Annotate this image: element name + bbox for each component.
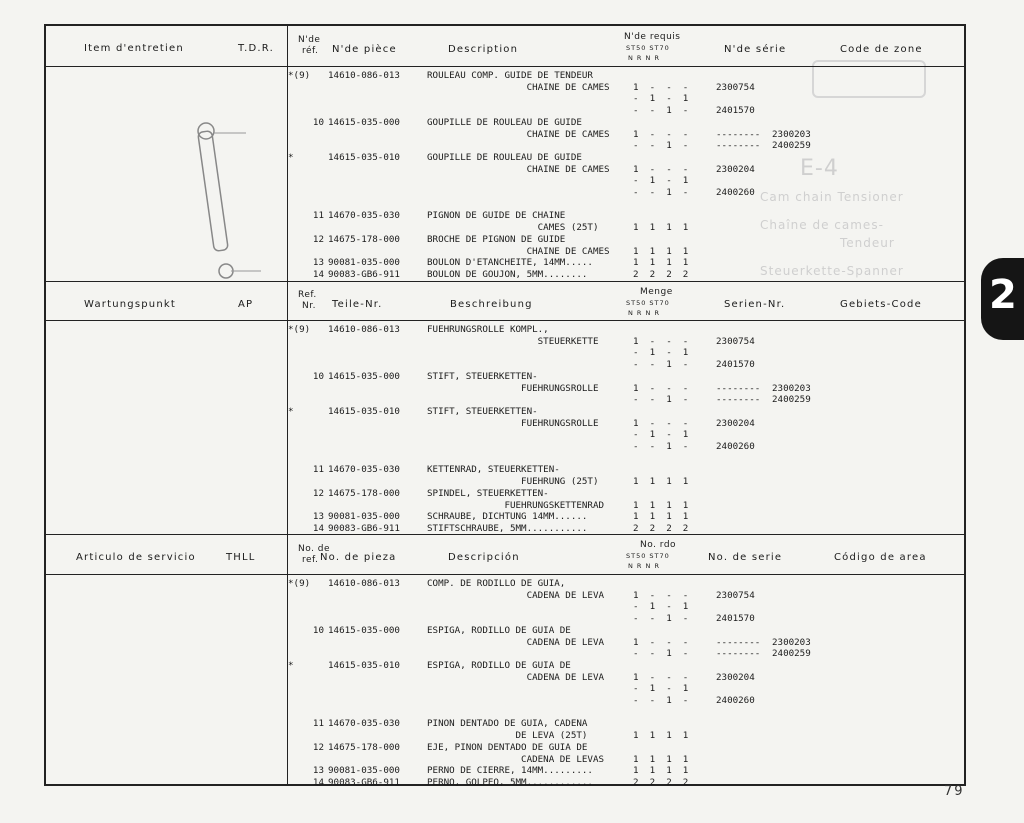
table-row <box>288 210 964 221</box>
quantity: - - 1 - <box>633 613 689 625</box>
chapter-number: 2 <box>989 272 1017 318</box>
zone-header: Code de zone <box>840 44 923 55</box>
serial-header: Serien-Nr. <box>724 299 786 310</box>
table-row <box>288 648 964 659</box>
quantity: 1 1 1 1 <box>633 476 689 488</box>
quantity: 2 2 2 2 <box>633 776 689 788</box>
ref-header: N'de <box>298 35 321 45</box>
description: FUEHRUNG (25T) <box>427 476 599 488</box>
table-row <box>288 601 964 612</box>
quantity: - - 1 - <box>633 695 689 706</box>
header-rule <box>46 574 964 575</box>
quantity: 1 1 1 1 <box>633 257 689 269</box>
table-row <box>288 660 964 671</box>
serial-number: -------- <box>716 382 761 394</box>
serial-number: 2300754 <box>716 589 755 601</box>
section-header <box>46 281 964 321</box>
ref-number: 10 <box>312 624 324 636</box>
table-row <box>288 383 964 394</box>
section-header <box>46 534 964 574</box>
quantity: - 1 - 1 <box>633 93 689 105</box>
section-header <box>46 26 964 66</box>
table-row <box>288 683 964 694</box>
part-header: Teile-Nr. <box>332 299 383 310</box>
serial-number-end: 2300203 <box>772 128 811 140</box>
description: ROULEAU COMP. GUIDE DE TENDEUR <box>427 70 593 81</box>
description: FUEHRUNGSROLLE <box>427 382 599 394</box>
description: FUEHRUNGSKETTENRAD <box>427 499 605 511</box>
part-number: 90081-035-000 <box>328 257 400 269</box>
table-row <box>288 152 964 163</box>
nr-header: N R N R <box>628 562 660 570</box>
quantity: - 1 - 1 <box>633 683 689 695</box>
description: DE LEVA (25T) <box>427 730 588 742</box>
part-number: 90081-035-000 <box>328 765 400 777</box>
quantity: - 1 - 1 <box>633 347 689 359</box>
quantity: 1 - - - <box>633 382 689 394</box>
part-number: 14675-178-000 <box>328 741 400 753</box>
ghost-section: E-4 <box>800 156 839 181</box>
table-row <box>288 476 964 487</box>
quantity: 1 - - - <box>633 163 689 175</box>
description: KETTENRAD, STEUERKETTEN- <box>427 464 560 476</box>
description: CHAINE DE CAMES <box>427 81 610 93</box>
part-number: 14615-035-000 <box>328 370 400 382</box>
serial-number: 2401570 <box>716 105 755 117</box>
table-row <box>288 453 964 464</box>
serial-number: -------- <box>716 140 761 152</box>
table-row <box>288 441 964 452</box>
table-row <box>288 336 964 347</box>
description: CADENA DE LEVAS <box>427 753 605 765</box>
table-row <box>288 222 964 233</box>
serial-number: -------- <box>716 648 761 660</box>
table-row <box>288 429 964 440</box>
qty-header: N'de requis <box>624 32 681 42</box>
description: ESPIGA, RODILLO DE GUIA DE <box>427 624 571 636</box>
description: CAMES (25T) <box>427 222 599 234</box>
item-header: Wartungspunkt <box>84 299 176 310</box>
ref-number: 11 <box>312 210 324 222</box>
table-row <box>288 187 964 198</box>
serial-number: 2300754 <box>716 335 755 347</box>
model-header: ST50 ST70 <box>626 299 670 307</box>
serial-number-end: 2400259 <box>772 140 811 152</box>
item-header: Item d'entretien <box>84 43 184 54</box>
serial-number: 2300204 <box>716 671 755 683</box>
quantity: - - 1 - <box>633 394 689 406</box>
ghost-line: Cam chain Tensioner <box>760 190 904 204</box>
ref-number: 14 <box>312 268 324 280</box>
table-row <box>288 371 964 382</box>
serial-number: 2401570 <box>716 359 755 371</box>
table-row <box>288 418 964 429</box>
quantity: 1 - - - <box>633 128 689 140</box>
tdr-header: AP <box>238 299 254 310</box>
description: SCHRAUBE, DICHTUNG 14MM...... <box>427 511 588 523</box>
part-number: 14610-086-013 <box>328 324 400 335</box>
model-header: ST50 ST70 <box>626 44 670 52</box>
ref-number: 13 <box>312 257 324 269</box>
part-header: No. de pieza <box>320 552 397 563</box>
ref-number: 10 <box>312 116 324 128</box>
ref-number: * <box>288 659 294 671</box>
table-row <box>288 347 964 358</box>
serial-header: N'de série <box>724 44 787 55</box>
serial-number: -------- <box>716 128 761 140</box>
desc-header: Beschreibung <box>450 299 533 310</box>
quantity: 1 - - - <box>633 671 689 683</box>
description: COMP. DE RODILLO DE GUIA, <box>427 578 566 589</box>
quantity: - - 1 - <box>633 187 689 198</box>
part-number: 90083-GB6-911 <box>328 776 400 788</box>
quantity: 1 1 1 1 <box>633 753 689 765</box>
part-number: 14610-086-013 <box>328 70 400 81</box>
ref-number: 13 <box>312 765 324 777</box>
quantity: 1 1 1 1 <box>633 730 689 742</box>
table-row <box>288 625 964 636</box>
zone-header: Gebiets-Code <box>840 299 922 310</box>
part-number: 14610-086-013 <box>328 578 400 589</box>
quantity: 1 1 1 1 <box>633 511 689 523</box>
description: FUEHRUNGSROLLE <box>427 417 599 429</box>
ref-number: * <box>288 405 294 417</box>
description: PERNO, GOLPEO, 5MM............ <box>427 776 593 788</box>
part-number: 14615-035-010 <box>328 405 400 417</box>
description: CHAINE DE CAMES <box>427 245 610 257</box>
description: PERNO DE CIERRE, 14MM......... <box>427 765 593 777</box>
ref-number: * <box>288 151 294 163</box>
ref-number: *(9) <box>288 324 311 335</box>
table-row <box>288 707 964 718</box>
quantity: - 1 - 1 <box>633 601 689 613</box>
part-number: 90083-GB6-911 <box>328 522 400 534</box>
part-number: 14615-035-010 <box>328 659 400 671</box>
serial-number: 2401570 <box>716 613 755 625</box>
serial-number-end: 2400259 <box>772 648 811 660</box>
table-row <box>288 82 964 93</box>
table-row <box>288 164 964 175</box>
table-row <box>288 464 964 475</box>
table-row <box>288 511 964 522</box>
table-row <box>288 140 964 151</box>
table-row <box>288 70 964 81</box>
table-row <box>288 129 964 140</box>
quantity: - - 1 - <box>633 105 689 117</box>
part-number: 14670-035-030 <box>328 464 400 476</box>
ref-number: *(9) <box>288 70 311 81</box>
zone-header: Código de area <box>834 552 927 563</box>
ref-header: ref. <box>302 555 319 565</box>
description: EJE, PINON DENTADO DE GUIA DE <box>427 741 588 753</box>
table-row <box>288 765 964 776</box>
ref-number: 14 <box>312 776 324 788</box>
description: STIFT, STEUERKETTEN- <box>427 405 538 417</box>
description: FUEHRUNGSROLLE KOMPL., <box>427 324 549 335</box>
ref-number: 10 <box>312 370 324 382</box>
ref-number: *(9) <box>288 578 311 589</box>
page-number: 79 <box>944 784 965 799</box>
table-row <box>288 613 964 624</box>
quantity: 1 1 1 1 <box>633 499 689 511</box>
table-row <box>288 672 964 683</box>
table-row <box>288 695 964 706</box>
description: CADENA DE LEVA <box>427 589 605 601</box>
description: ESPIGA, RODILLO DE GUIA DE <box>427 659 571 671</box>
quantity: - - 1 - <box>633 648 689 660</box>
nr-header: N R N R <box>628 54 660 62</box>
table-row <box>288 488 964 499</box>
description: STIFT, STEUERKETTEN- <box>427 370 538 382</box>
table-row <box>288 500 964 511</box>
part-number: 14615-035-010 <box>328 151 400 163</box>
table-row <box>288 637 964 648</box>
serial-number-end: 2400259 <box>772 394 811 406</box>
quantity: 1 - - - <box>633 589 689 601</box>
ref-number: 11 <box>312 464 324 476</box>
quantity: 1 - - - <box>633 81 689 93</box>
serial-header: No. de serie <box>708 552 783 563</box>
description: SPINDEL, STEUERKETTEN- <box>427 487 549 499</box>
ref-header: Nr. <box>302 301 316 311</box>
description: GOUPILLE DE ROULEAU DE GUIDE <box>427 116 582 128</box>
part-number: 90081-035-000 <box>328 511 400 523</box>
serial-number: -------- <box>716 394 761 406</box>
table-row <box>288 754 964 765</box>
quantity: 1 1 1 1 <box>633 245 689 257</box>
quantity: - - 1 - <box>633 441 689 452</box>
serial-number: -------- <box>716 636 761 648</box>
tdr-header: THLL <box>226 552 256 563</box>
serial-number: 2400260 <box>716 187 755 198</box>
header-rule <box>46 66 964 67</box>
quantity: 1 1 1 1 <box>633 765 689 777</box>
desc-header: Description <box>448 44 519 55</box>
serial-number: 2300754 <box>716 81 755 93</box>
ghost-line: Steuerkette-Spanner <box>760 264 904 278</box>
description: CHAINE DE CAMES <box>427 128 610 140</box>
description: STIFTSCHRAUBE, 5MM........... <box>427 522 588 534</box>
model-header: ST50 ST70 <box>626 552 670 560</box>
table-row <box>288 93 964 104</box>
part-number: 14675-178-000 <box>328 487 400 499</box>
ref-number: 12 <box>312 741 324 753</box>
serial-number: 2400260 <box>716 441 755 452</box>
part-number: 14670-035-030 <box>328 718 400 730</box>
part-header: N'de pièce <box>332 44 397 55</box>
description: PIGNON DE GUIDE DE CHAINE <box>427 210 566 222</box>
table-row <box>288 406 964 417</box>
quantity: - 1 - 1 <box>633 429 689 441</box>
tensioner-illustration <box>166 121 276 291</box>
table-row <box>288 394 964 405</box>
description: CADENA DE LEVA <box>427 671 605 683</box>
ref-number: 14 <box>312 522 324 534</box>
table-row <box>288 269 964 280</box>
description: BROCHE DE PIGNON DE GUIDE <box>427 233 566 245</box>
serial-number-end: 2300203 <box>772 636 811 648</box>
qty-header: Menge <box>640 287 673 297</box>
table-row <box>288 234 964 245</box>
ref-header: Ref. <box>298 290 317 300</box>
quantity: - 1 - 1 <box>633 175 689 187</box>
table-row <box>288 175 964 186</box>
quantity: - - 1 - <box>633 359 689 371</box>
table-row <box>288 246 964 257</box>
table-row <box>288 523 964 534</box>
description: CADENA DE LEVA <box>427 636 605 648</box>
serial-number: 2300204 <box>716 163 755 175</box>
table-row <box>288 105 964 116</box>
ref-number: 13 <box>312 511 324 523</box>
quantity: 1 - - - <box>633 417 689 429</box>
item-header: Articulo de servicio <box>76 552 196 563</box>
chapter-tab <box>981 258 1024 340</box>
description: BOULON D'ETANCHEITE, 14MM..... <box>427 257 593 269</box>
table-row <box>288 718 964 729</box>
ghost-line: Tendeur <box>840 236 895 250</box>
tdr-header: T.D.R. <box>238 43 274 54</box>
quantity: 2 2 2 2 <box>633 522 689 534</box>
serial-number: 2300204 <box>716 417 755 429</box>
description: CHAINE DE CAMES <box>427 163 610 175</box>
ref-header: No. de <box>298 544 331 554</box>
ref-number: 12 <box>312 233 324 245</box>
table-row <box>288 742 964 753</box>
quantity: 1 1 1 1 <box>633 222 689 234</box>
table-row <box>288 359 964 370</box>
table-row <box>288 117 964 128</box>
table-row <box>288 730 964 741</box>
desc-header: Descripción <box>448 552 520 563</box>
ghost-line: Chaîne de cames- <box>760 218 884 232</box>
table-row <box>288 257 964 268</box>
qty-header: No. rdo <box>640 540 677 550</box>
part-number: 14670-035-030 <box>328 210 400 222</box>
description: BOULON DE GOUJON, 5MM........ <box>427 268 588 280</box>
table-row <box>288 578 964 589</box>
part-number: 14675-178-000 <box>328 233 400 245</box>
quantity: 1 - - - <box>633 636 689 648</box>
serial-number: 2400260 <box>716 695 755 706</box>
quantity: 2 2 2 2 <box>633 268 689 280</box>
nr-header: N R N R <box>628 309 660 317</box>
ref-number: 12 <box>312 487 324 499</box>
table-row <box>288 777 964 788</box>
quantity: 1 - - - <box>633 335 689 347</box>
parts-table <box>44 24 966 786</box>
quantity: - - 1 - <box>633 140 689 152</box>
table-row <box>288 590 964 601</box>
ref-header: réf. <box>302 46 319 56</box>
description: GOUPILLE DE ROULEAU DE GUIDE <box>427 151 582 163</box>
part-number: 90083-GB6-911 <box>328 268 400 280</box>
part-number: 14615-035-000 <box>328 116 400 128</box>
ref-number: 11 <box>312 718 324 730</box>
description: PINON DENTADO DE GUIA, CADENA <box>427 718 588 730</box>
table-row <box>288 324 964 335</box>
description: STEUERKETTE <box>427 335 599 347</box>
serial-number-end: 2300203 <box>772 382 811 394</box>
part-number: 14615-035-000 <box>328 624 400 636</box>
table-row <box>288 199 964 210</box>
